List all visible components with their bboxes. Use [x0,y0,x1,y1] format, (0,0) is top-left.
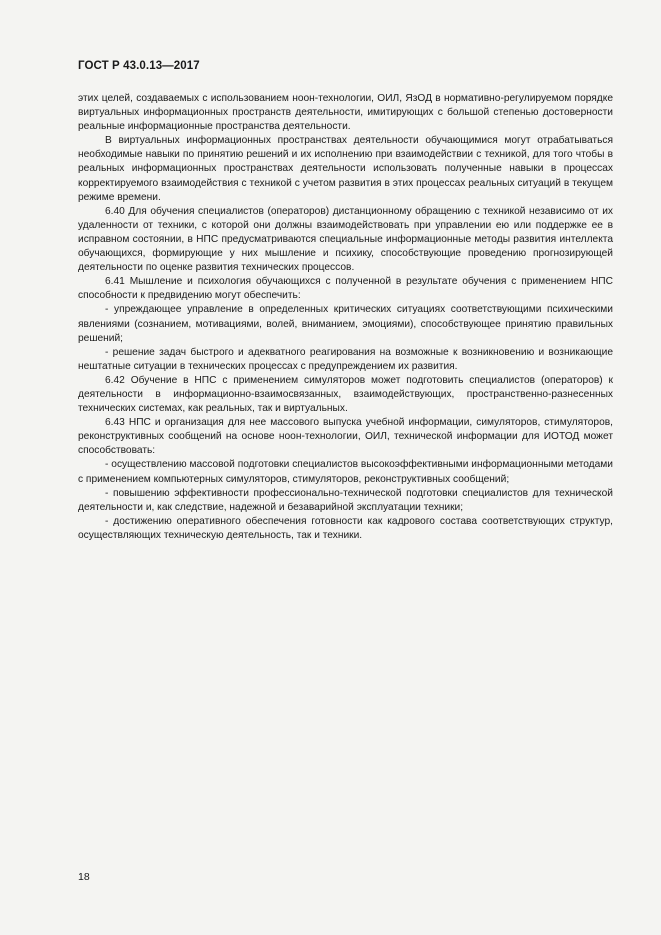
list-item-proactive-control: - упреждающее управление в определенных критических ситуациях соответствующими психическими явлениями (сознанием, мотивациями, волей, вниманием, эмоциями), способствующее принятию правильных решений; [78,304,613,344]
paragraph-virtual-spaces: В виртуальных информационных пространствах деятельности обучающимися могут отрабатываться необходимые навыки по принятию решений и их исполнению при взаимодействии с техникой, для того чтобы в реальных информационных пространствах деятельности использовать полученные навыки в процессах корректируемого взаимодействия с техникой с учетом развития в этих процессах реальных ситуаций в текущем режиме времени. [78,135,613,203]
list-item-rapid-response: - решение задач быстрого и адекватного реагирования на возможные к возникновению и возникающие нештатные ситуации в технических процессах с предупреждением их развития. [78,346,613,372]
list-item-mass-training: - осуществлению массовой подготовки специалистов высокоэффективными информационными методами с применением компьютерных симуляторов, стимуляторов, реконструктивных сообщений; [78,459,613,485]
paragraph-intro-continuation: этих целей, создаваемых с использованием ноон-технологии, ОИЛ, ЯзОД в нормативно-регулируемом порядке виртуальных информационных пространств деятельности, имитирующих с большой степенью достоверности реальные информационные пространства деятельности. [78,93,613,133]
list-item-readiness: - достижению оперативного обеспечения готовности как кадрового состава соответствующих структур, осуществляющих техническую деятельность, так и техники. [78,515,613,541]
list-item-efficiency: - повышению эффективности профессионально-технической подготовки специалистов для технической деятельности и, как следствие, надежной и безаварийной эксплуатации техники; [78,487,613,513]
document-body [78,92,613,543]
paragraph-6-41: 6.41 Мышление и психология обучающихся с полученной в результате обучения с применением НПС способности к предвидению могут обеспечить: [78,276,613,302]
page-number: 18 [78,871,90,883]
paragraph-6-40: 6.40 Для обучения специалистов (операторов) дистанционному обращению с техникой независимо от их удаленности от техники, с которой они должны взаимодействовать при управлении ею или поддержке ее в исправном состоянии, в НПС предусматриваются специальные информационные методы развития интеллекта обучающихся, формирующие у них мышление и психику, способствующие проведению прогнозирующей деятельности по оценке развития технических процессов. [78,205,613,274]
document-header: ГОСТ Р 43.0.13—2017 [78,60,200,72]
paragraph-6-43: 6.43 НПС и организация для нее массового выпуска учебной информации, симуляторов, стимуляторов, реконструктивных сообщений на основе ноон-технологии, ОИЛ, технической информации для ИОТОД может способствовать: [78,417,613,457]
paragraph-6-42: 6.42 Обучение в НПС с применением симуляторов может подготовить специалистов (операторов) к деятельности в информационно-взаимосвязанных, взаимодействующих, пространственно-разнесенных технических системах, как реальных, так и виртуальных. [78,374,613,415]
